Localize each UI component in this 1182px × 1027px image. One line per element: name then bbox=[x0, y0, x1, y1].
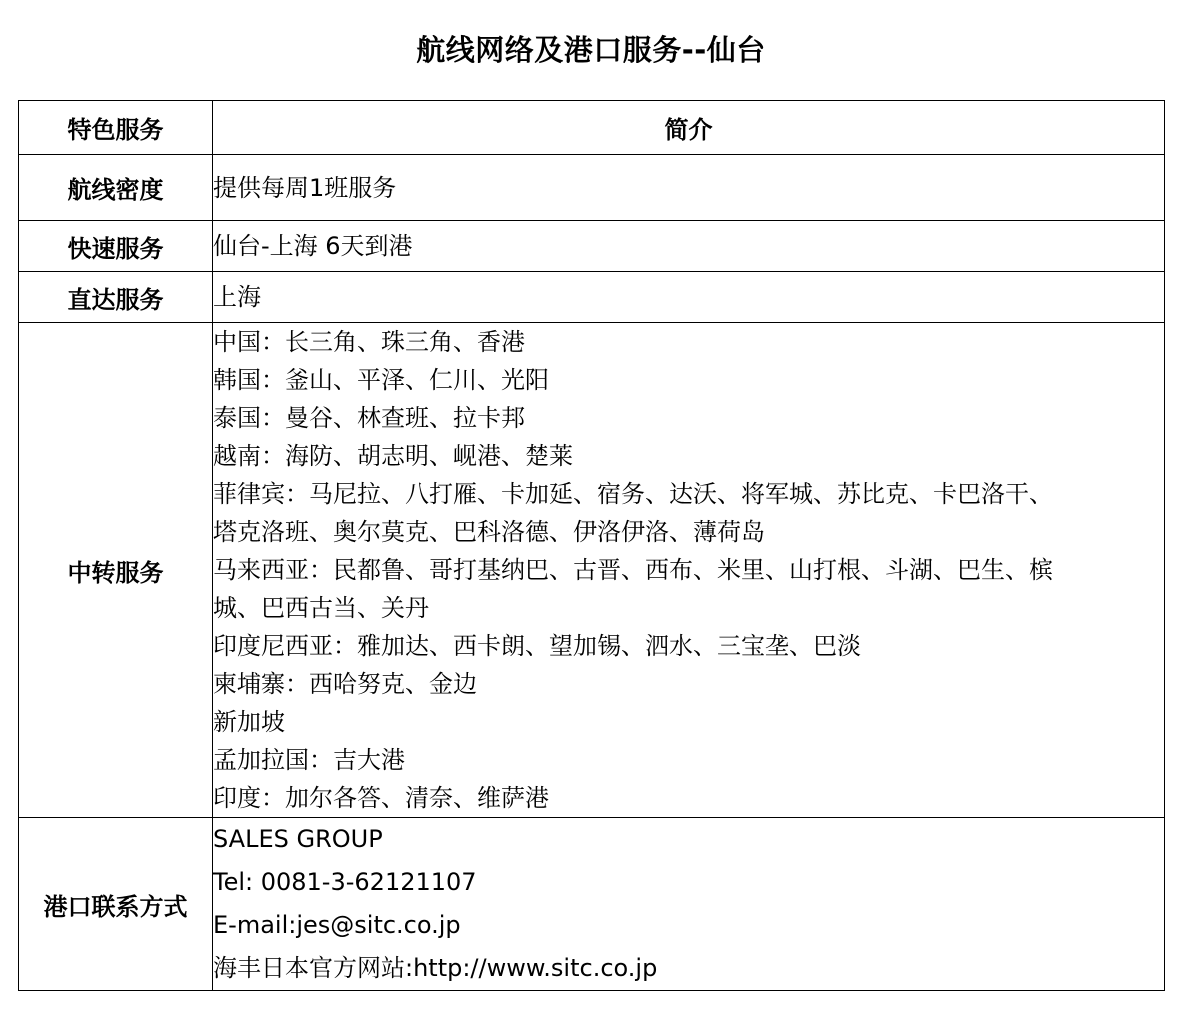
transshipment-line-bangladesh: 孟加拉国：吉大港 bbox=[213, 746, 405, 774]
direct-label: 直达服务 bbox=[19, 272, 213, 323]
route-density-label: 航线密度 bbox=[19, 155, 213, 221]
transshipment-line-china: 中国：长三角、珠三角、香港 bbox=[213, 328, 525, 356]
contact-email[interactable]: E-mail:jes@sitc.co.jp bbox=[213, 911, 461, 939]
header-feature-service: 特色服务 bbox=[19, 101, 213, 155]
transshipment-line-malaysia-cont: 城、巴西古当、关丹 bbox=[213, 594, 429, 622]
transshipment-line-philippines: 菲律宾：马尼拉、八打雁、卡加延、宿务、达沃、将军城、苏比克、卡巴洛干、 bbox=[213, 480, 1053, 508]
direct-value: 上海 bbox=[213, 272, 1165, 323]
table-row-express bbox=[19, 221, 1165, 272]
table-row-direct bbox=[19, 272, 1165, 323]
table-header-row bbox=[19, 101, 1165, 155]
table-row-transshipment bbox=[19, 323, 1165, 818]
transshipment-line-india: 印度：加尔各答、清奈、维萨港 bbox=[213, 784, 549, 812]
transshipment-line-singapore: 新加坡 bbox=[213, 708, 285, 736]
page-title: 航线网络及港口服务--仙台 bbox=[416, 33, 766, 67]
service-table bbox=[18, 100, 1165, 991]
transshipment-line-korea: 韩国：釜山、平泽、仁川、光阳 bbox=[213, 366, 549, 394]
transshipment-line-philippines-cont: 塔克洛班、奥尔莫克、巴科洛德、伊洛伊洛、薄荷岛 bbox=[213, 518, 765, 546]
transshipment-label: 中转服务 bbox=[19, 323, 213, 818]
header-introduction: 简介 bbox=[213, 101, 1165, 155]
express-value: 仙台-上海 6天到港 bbox=[213, 221, 1165, 272]
contact-label: 港口联系方式 bbox=[19, 818, 213, 991]
transshipment-line-vietnam: 越南：海防、胡志明、岘港、楚莱 bbox=[213, 442, 573, 470]
contact-telephone[interactable]: Tel: 0081-3-62121107 bbox=[213, 868, 477, 896]
route-density-value: 提供每周1班服务 bbox=[213, 155, 1165, 221]
table-row-route-density bbox=[19, 155, 1165, 221]
transshipment-line-thailand: 泰国：曼谷、林查班、拉卡邦 bbox=[213, 404, 525, 432]
transshipment-list bbox=[213, 323, 1165, 818]
express-label: 快速服务 bbox=[19, 221, 213, 272]
transshipment-line-cambodia: 柬埔寨：西哈努克、金边 bbox=[213, 670, 477, 698]
contact-details bbox=[213, 818, 1165, 991]
contact-website[interactable]: 海丰日本官方网站:http://www.sitc.co.jp bbox=[213, 954, 658, 982]
contact-sales-group: SALES GROUP bbox=[213, 825, 383, 853]
transshipment-line-indonesia: 印度尼西亚：雅加达、西卡朗、望加锡、泗水、三宝垄、巴淡 bbox=[213, 632, 861, 660]
transshipment-line-malaysia: 马来西亚：民都鲁、哥打基纳巴、古晋、西布、米里、山打根、斗湖、巴生、槟 bbox=[213, 556, 1053, 584]
table-row-contact bbox=[19, 818, 1165, 991]
